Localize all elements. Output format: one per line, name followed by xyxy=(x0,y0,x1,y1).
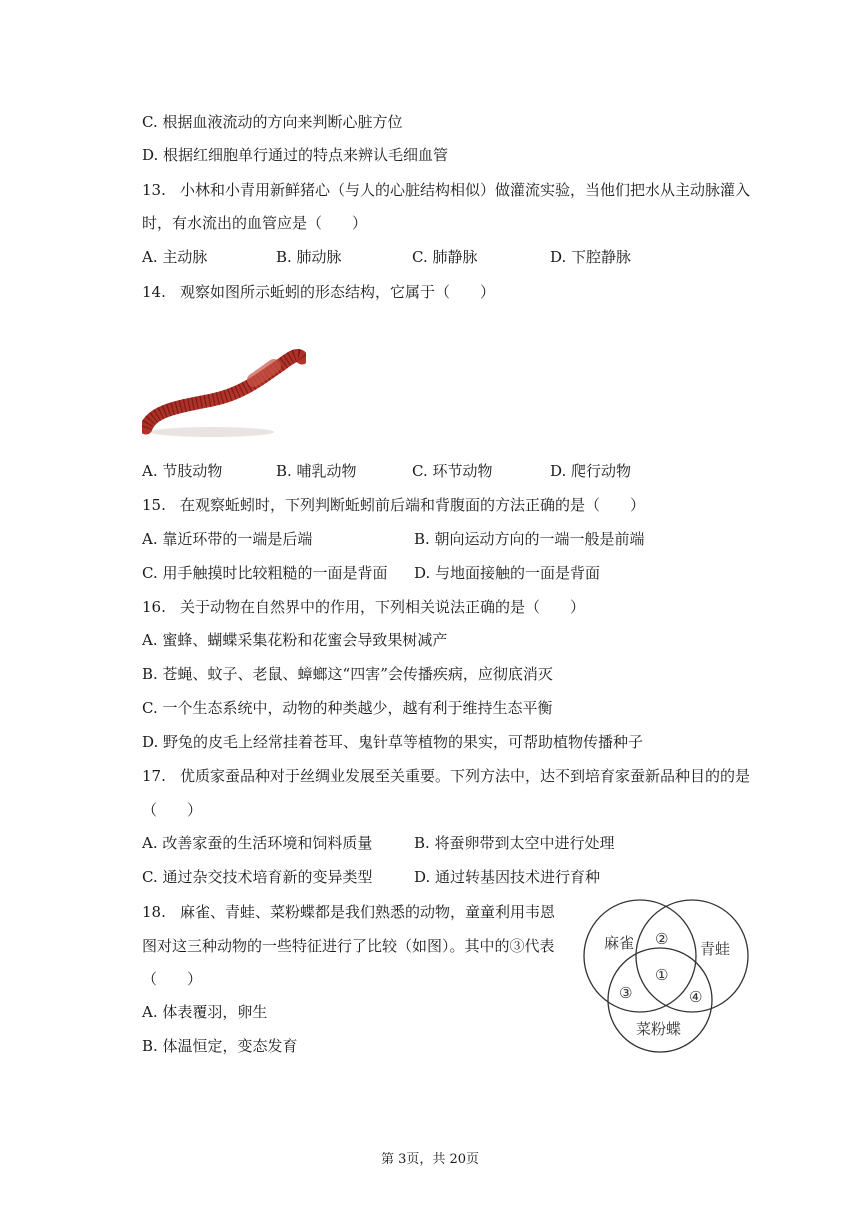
q14-option-b: B. 哺乳动物 xyxy=(276,462,357,480)
q18-stem-line3: （ ） xyxy=(142,970,203,988)
q17-option-b: B. 将蚕卵带到太空中进行处理 xyxy=(414,834,615,852)
venn-label-butterfly: 菜粉蝶 xyxy=(636,1020,682,1038)
page-footer: 第 3页，共 20页 xyxy=(380,1152,480,1167)
earthworm-image xyxy=(142,348,306,440)
q18-number: 18. xyxy=(142,903,166,921)
q14-stem-text: 观察如图所示蚯蚓的形态结构，它属于（ ） xyxy=(180,283,496,301)
q15-option-d: D. 与地面接触的一面是背面 xyxy=(414,564,601,582)
q15-option-b: B. 朝向运动方向的一端一般是前端 xyxy=(414,530,645,548)
q16-stem-text: 关于动物在自然界中的作用，下列相关说法正确的是（ ） xyxy=(180,598,586,616)
q18-stem xyxy=(142,902,555,922)
q16-option-d: D. 野兔的皮毛上经常挂着苍耳、鬼针草等植物的果实，可帮助植物传播种子 xyxy=(142,733,644,751)
q16-option-b: B. 苍蝇、蚊子、老鼠、蟑螂这“四害”会传播疾病，应彻底消灭 xyxy=(142,665,553,683)
venn-diagram xyxy=(574,896,754,1060)
q13-option-b: B. 肺动脉 xyxy=(276,248,342,266)
venn-label-frog: 青蛙 xyxy=(700,940,731,958)
q16-number: 16. xyxy=(142,598,166,616)
q18-stem-line2: 图对这三种动物的一些特征进行了比较（如图）。其中的③代表 xyxy=(142,937,555,955)
q13-option-d: D. 下腔静脉 xyxy=(550,248,632,266)
q15-option-a: A. 靠近环带的一端是后端 xyxy=(142,530,313,548)
q18-option-b: B. 体温恒定，变态发育 xyxy=(142,1037,298,1055)
q14-options xyxy=(142,461,742,481)
prev-option-d: D. 根据红细胞单行通过的特点来辨认毛细血管 xyxy=(142,146,449,164)
venn-region-4: ④ xyxy=(689,988,703,1006)
q15-options-row1 xyxy=(142,529,742,549)
prev-option-c: C. 根据血液流动的方向来判断心脏方位 xyxy=(142,113,403,131)
q18-stem-line1: 麻雀、青蛙、菜粉蝶都是我们熟悉的动物，童童利用韦恩 xyxy=(180,903,556,921)
q17-option-c: C. 通过杂交技术培育新的变异类型 xyxy=(142,868,373,886)
q16-option-a: A. 蜜蜂、蝴蝶采集花粉和花蜜会导致果树减产 xyxy=(142,631,448,649)
q17-number: 17. xyxy=(142,767,166,785)
q17-stem-line1: 优质家蚕品种对于丝绸业发展至关重要。下列方法中，达不到培育家蚕新品种目的的是 xyxy=(180,767,751,785)
q14-number: 14. xyxy=(142,283,166,301)
q15-stem-text: 在观察蚯蚓时，下列判断蚯蚓前后端和背腹面的方法正确的是（ ） xyxy=(180,496,646,514)
q13-option-a: A. 主动脉 xyxy=(142,248,208,266)
q14-option-a: A. 节肢动物 xyxy=(142,462,223,480)
venn-region-1: ① xyxy=(655,966,669,984)
q13-options xyxy=(142,247,742,267)
q15-number: 15. xyxy=(142,496,166,514)
venn-region-3: ③ xyxy=(619,984,633,1002)
q17-options-row2 xyxy=(142,867,742,887)
q15-stem xyxy=(142,495,645,515)
q14-option-d: D. 爬行动物 xyxy=(550,462,632,480)
q13-option-c: C. 肺静脉 xyxy=(412,248,478,266)
q14-stem xyxy=(142,282,495,302)
q16-stem xyxy=(142,597,585,617)
q18-option-a: A. 体表覆羽，卵生 xyxy=(142,1003,268,1021)
q15-options-row2 xyxy=(142,563,742,583)
venn-circle-sparrow xyxy=(584,900,696,1012)
q17-stem-line2: （ ） xyxy=(142,801,203,819)
q13-stem xyxy=(142,180,750,200)
q15-option-c: C. 用手触摸时比较粗糙的一面是背面 xyxy=(142,564,388,582)
venn-region-2: ② xyxy=(655,930,669,948)
q13-number: 13. xyxy=(142,181,166,199)
q17-options-row1 xyxy=(142,833,742,853)
q17-stem xyxy=(142,766,750,786)
q14-option-c: C. 环节动物 xyxy=(412,462,493,480)
q17-option-a: A. 改善家蚕的生活环境和饲料质量 xyxy=(142,834,373,852)
venn-label-sparrow: 麻雀 xyxy=(604,934,635,952)
q13-stem-line2: 时，有水流出的血管应是（ ） xyxy=(142,214,368,232)
q16-option-c: C. 一个生态系统中，动物的种类越少，越有利于维持生态平衡 xyxy=(142,699,553,717)
q13-stem-line1: 小林和小青用新鲜猪心（与人的心脏结构相似）做灌流实验，当他们把水从主动脉灌入 xyxy=(180,181,751,199)
q17-option-d: D. 通过转基因技术进行育种 xyxy=(414,868,601,886)
